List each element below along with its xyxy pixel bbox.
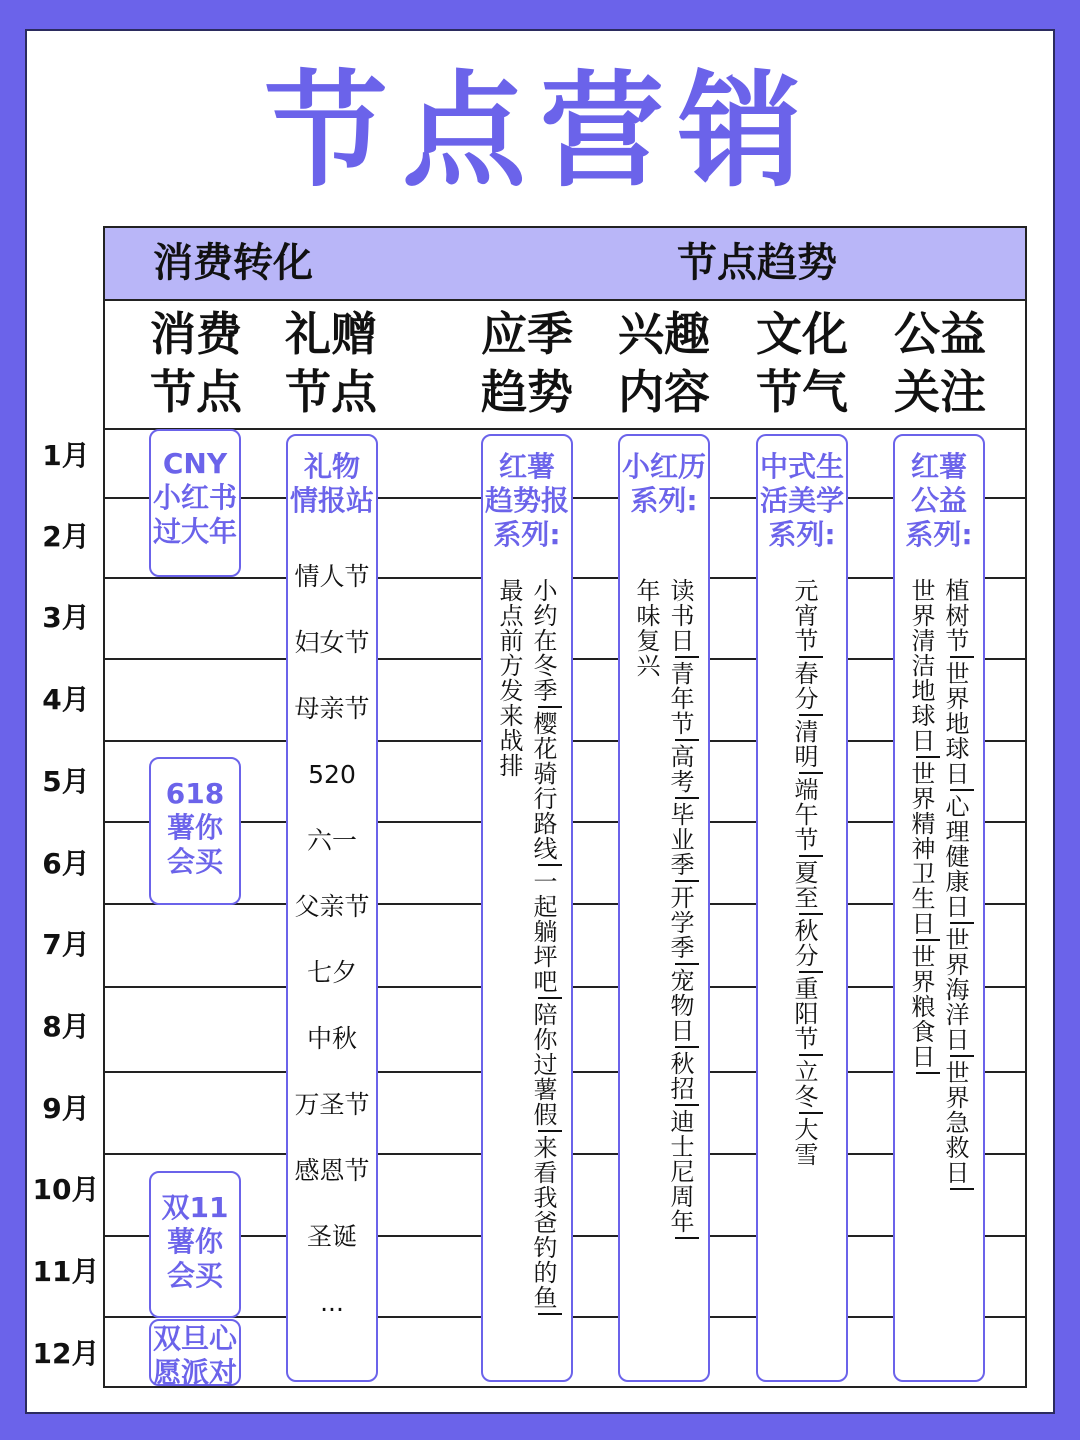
topic-text: 清明: [790, 719, 818, 769]
node-double11: [149, 1171, 241, 1318]
gift-item: 情人节: [294, 562, 370, 591]
topic-separator: [916, 756, 940, 758]
gift-item: ...: [320, 1288, 344, 1317]
col-head-culture: [742, 305, 862, 421]
col-head-line: 应季: [481, 307, 573, 361]
topic-text: 迪士尼周年: [666, 1109, 694, 1234]
topic-text: 重阳节: [790, 976, 818, 1051]
topic-text: 元宵节: [790, 578, 818, 653]
gift-item: 母亲节: [294, 694, 370, 723]
topic-text: 高考: [666, 744, 694, 794]
topic-text: 世界粮食日: [907, 944, 935, 1069]
topic-separator: [675, 739, 699, 741]
interest-topics-extra: [632, 578, 660, 678]
topic-text: 立冬: [790, 1059, 818, 1109]
topic-text: 毕业季: [666, 802, 694, 877]
topic-separator: [538, 1313, 562, 1315]
topic-separator: [675, 880, 699, 882]
topic-separator: [950, 1055, 974, 1057]
topic-separator: [675, 797, 699, 799]
month-label: 5月: [42, 765, 90, 798]
topic-separator: [538, 706, 562, 708]
seasonal-title: 红薯 趋势报 系列:: [484, 450, 569, 551]
month-label: 1月: [42, 439, 90, 472]
topic-text: 世界精神卫生日: [907, 761, 935, 936]
topic-text: 心理健康日: [941, 794, 969, 919]
month-label: 9月: [42, 1092, 90, 1125]
topic-separator: [799, 1112, 823, 1114]
col-head-charity: [880, 305, 1000, 421]
gift-item: 圣诞: [306, 1222, 357, 1251]
interest-title: 小红历 系列:: [621, 450, 706, 517]
month-label: 10月: [32, 1173, 100, 1206]
seasonal-topics: [529, 578, 562, 1318]
col-head-line: 内容: [618, 365, 710, 419]
month-label: 11月: [32, 1255, 100, 1288]
header-divider: [105, 428, 1025, 430]
gift-item: 妇女节: [294, 628, 370, 657]
gift-item: 感恩节: [294, 1156, 370, 1185]
topic-separator: [675, 656, 699, 658]
topic-separator: [950, 656, 974, 658]
culture-topics: [790, 578, 823, 1167]
seasonal-topics-extra: [495, 578, 523, 778]
culture-title: 中式生 活美学 系列:: [759, 450, 844, 551]
topic-separator: [799, 656, 823, 658]
gift-column: [286, 434, 378, 1382]
interest-topics: [666, 578, 699, 1242]
topic-text: 世界清洁地球日: [907, 578, 935, 753]
topic-text: 青年节: [666, 661, 694, 736]
culture-column: [756, 434, 848, 1382]
gift-title: 礼物 情报站: [289, 450, 374, 517]
gift-item: 520: [308, 760, 356, 789]
month-label: 4月: [42, 683, 90, 716]
month-label: 2月: [42, 520, 90, 553]
topic-separator: [799, 1054, 823, 1056]
topic-separator: [538, 997, 562, 999]
gift-item: 中秋: [306, 1024, 357, 1053]
topic-text: 樱花骑行路线: [529, 711, 557, 861]
topic-text: 年味复兴: [632, 578, 660, 678]
topic-text: 秋分: [790, 918, 818, 968]
topic-text: 宠物日: [666, 968, 694, 1043]
topic-separator: [675, 1046, 699, 1048]
topic-separator: [675, 963, 699, 965]
interest-column: [618, 434, 710, 1382]
topic-text: 读书日: [666, 578, 694, 653]
node-new-year-title: 双旦心 愿派对: [152, 1322, 237, 1389]
topic-separator: [799, 971, 823, 973]
band-trend-label: 节点趋势: [677, 240, 837, 286]
col-head-line: 公益: [894, 307, 986, 361]
topic-separator: [916, 939, 940, 941]
topic-separator: [538, 864, 562, 866]
month-label: 7月: [42, 928, 90, 961]
topic-text: 陪你过薯假: [529, 1002, 557, 1127]
month-label: 3月: [42, 601, 90, 634]
topic-text: 夏至: [790, 860, 818, 910]
node-cny: [149, 429, 241, 577]
node-618-title: 618 薯你 会买: [165, 777, 225, 878]
topic-separator: [799, 913, 823, 915]
topic-separator: [675, 1237, 699, 1239]
node-new-year: [149, 1319, 241, 1389]
charity-column: [893, 434, 985, 1382]
col-head-gift: [271, 305, 391, 421]
topic-separator: [950, 1188, 974, 1190]
gift-item: 七夕: [306, 958, 357, 987]
col-head-line: 节气: [756, 365, 848, 419]
topic-text: 小约在冬季: [529, 578, 557, 703]
month-label: 6月: [42, 847, 90, 880]
topic-separator: [799, 855, 823, 857]
gift-item: 六一: [306, 826, 357, 855]
col-head-line: 节点: [150, 365, 242, 419]
topic-separator: [916, 1072, 940, 1074]
topic-text: 世界地球日: [941, 661, 969, 786]
charity-topics: [941, 578, 974, 1193]
charity-title: 红薯 公益 系列:: [905, 450, 973, 551]
page-title: 节点营销: [263, 60, 816, 204]
charity-topics-extra: [907, 578, 940, 1077]
col-head-line: 兴趣: [618, 307, 710, 361]
node-double11-title: 双11 薯你 会买: [161, 1191, 229, 1292]
topic-separator: [538, 1130, 562, 1132]
band-consumption-label: 消费转化: [153, 240, 313, 286]
col-head-interest: [604, 305, 724, 421]
topic-text: 来看我爸钓的鱼: [529, 1135, 557, 1310]
topic-text: 世界急救日: [941, 1060, 969, 1185]
topic-text: 大雪: [790, 1117, 818, 1167]
topic-separator: [950, 922, 974, 924]
col-head-consumption: [136, 305, 256, 421]
topic-separator: [675, 1104, 699, 1106]
col-head-seasonal: [467, 305, 587, 421]
col-head-line: 关注: [894, 365, 986, 419]
seasonal-column: [481, 434, 573, 1382]
col-head-line: 消费: [150, 307, 242, 361]
topic-text: 植树节: [941, 578, 969, 653]
month-label: 8月: [42, 1010, 90, 1043]
topic-text: 秋招: [666, 1051, 694, 1101]
col-head-line: 趋势: [481, 365, 573, 419]
topic-text: 端午节: [790, 777, 818, 852]
topic-separator: [799, 714, 823, 716]
col-head-line: 礼赠: [285, 307, 377, 361]
node-cny-title: CNY 小红书 过大年: [152, 447, 237, 548]
topic-text: 最点前方发来战排: [495, 578, 523, 778]
topic-text: 开学季: [666, 885, 694, 960]
col-head-line: 文化: [756, 307, 848, 361]
topic-separator: [799, 772, 823, 774]
topic-text: 世界海洋日: [941, 927, 969, 1052]
header-band: [105, 228, 1025, 301]
col-head-line: 节点: [285, 365, 377, 419]
gift-item: 万圣节: [294, 1090, 370, 1119]
topic-text: 春分: [790, 661, 818, 711]
month-label: 12月: [32, 1337, 100, 1370]
node-618: [149, 757, 241, 905]
topic-text: 一起躺坪吧: [529, 869, 557, 994]
topic-separator: [950, 789, 974, 791]
gift-item: 父亲节: [294, 892, 370, 921]
